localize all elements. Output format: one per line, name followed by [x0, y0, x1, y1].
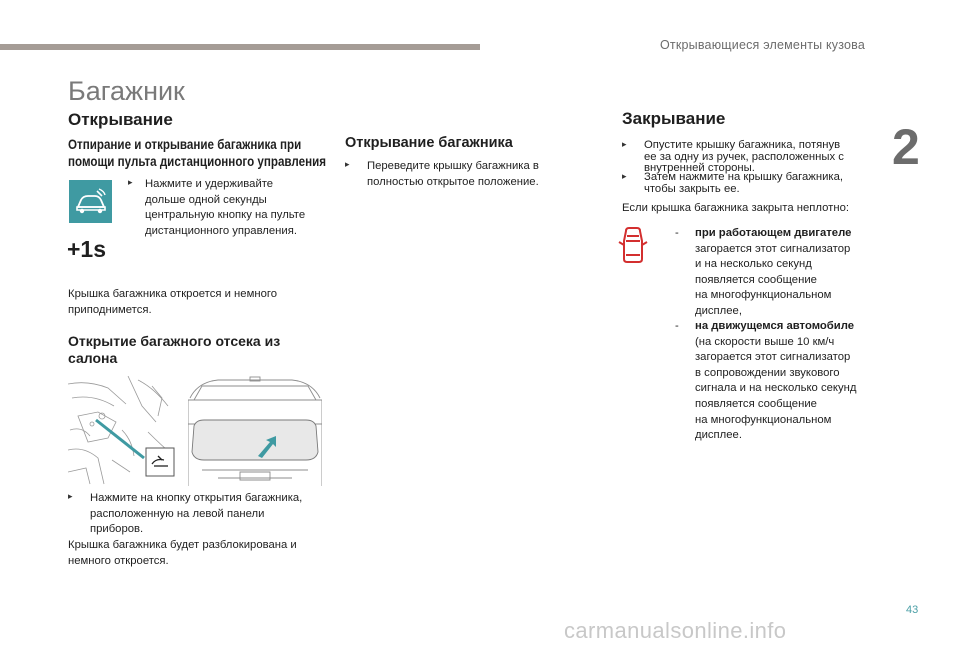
opening-heading: Открывание	[68, 110, 173, 129]
remote-heading-line2: помощи пульта дистанционного управления	[68, 154, 327, 169]
cabin-heading-line1: Открытие багажного отсека из	[68, 333, 281, 349]
case-running-engine: - при работающем двигателе загорается этот сигнализатор и на несколько секунд появляется сообщение на многофункциональном дисплее,	[675, 226, 885, 320]
closing-heading: Закрывание	[622, 109, 726, 128]
remote-instruction: ▸ Нажмите и удерживайте дольше одной секунды центральную кнопку на пульте дистанционного управления.	[128, 178, 306, 237]
bullet-icon: ▸	[128, 178, 133, 188]
car-rear-illustration	[188, 376, 322, 486]
section-label: Открывающиеся элементы кузова	[660, 38, 866, 52]
bullet-icon: ▸	[622, 172, 627, 182]
remote-key-icon	[69, 180, 112, 223]
remote-result: Крышка багажника откроется и немного приподнимется.	[68, 288, 278, 316]
dash-marker: -	[675, 320, 679, 332]
watermark: carmanualsonline.info	[564, 618, 787, 643]
cabin-result: Крышка багажника будет разблокирована и немного откроется.	[68, 539, 297, 567]
dashboard-button-illustration	[68, 376, 176, 486]
closing-step2: ▸ Затем нажмите на крышку багажника, чтобы закрыть ее.	[622, 171, 844, 195]
cabin-heading-line2: салона	[68, 350, 118, 366]
page-title: Багажник	[68, 76, 185, 106]
dash-marker: -	[675, 227, 679, 239]
remote-heading-line1: Отпирание и открывание багажника при	[68, 137, 302, 152]
closing-step1: ▸ Опустите крышку багажника, потянув ее за одну из ручек, расположенных с внутренней стороны.	[622, 139, 844, 174]
plus-one-second-icon: +1s	[67, 236, 107, 262]
chapter-number: 2	[892, 119, 920, 175]
tailgate-opening-instruction: ▸ Переведите крышку багажника в полностью открытое положение.	[345, 160, 539, 188]
open-tailgate-warning-icon	[617, 225, 649, 265]
bullet-icon: ▸	[345, 160, 350, 170]
bullet-icon: ▸	[68, 492, 73, 502]
case-moving-vehicle: - на движущемся автомобиле (на скорости выше 10 км/ч загорается этот сигнализатор в сопровождении звукового сигнала и на несколько секунд появляется сообщение на многофункциональном дисплее.	[675, 319, 885, 444]
bullet-icon: ▸	[622, 140, 627, 150]
page-number: 43	[906, 604, 919, 616]
tailgate-opening-heading: Открывание багажника	[345, 135, 513, 151]
header-bar	[0, 44, 480, 50]
cabin-instruction: ▸ Нажмите на кнопку открытия багажника, расположенную на левой панели приборов.	[68, 492, 303, 536]
closing-intro: Если крышка багажника закрыта неплотно:	[622, 202, 849, 214]
